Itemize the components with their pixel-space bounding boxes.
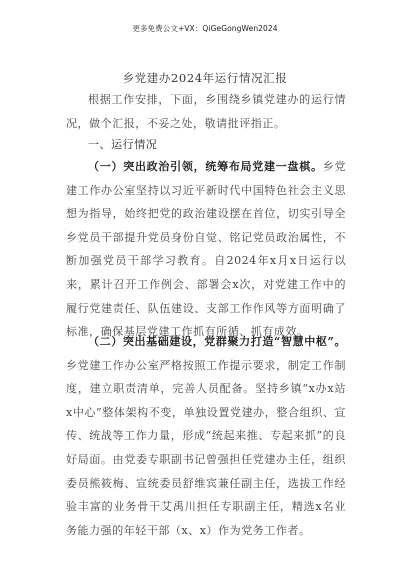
section-heading	[66, 133, 346, 157]
paragraph-lead: （二）突出基础建设，党群聚力打造“智慧中枢”。	[88, 335, 346, 348]
section-heading-text: 一、运行情况	[88, 138, 158, 151]
paragraph-lead: （一）突出政治引领，统筹布局党建一盘棋。	[88, 160, 323, 173]
paragraph-infrastructure	[66, 330, 346, 542]
paragraph-body: 乡党建工作办公室严格按照工作提示要求，制定工作制度，建立职责清单，完善人员配备。坚持乡镇“x办x站x中心”整体架构不变，单独设置党建办，整合组织、宣传、统战等工作力量，形成“统起来推、专起来抓”的良好局面。由党委专职副书记曾强担任党建办主任，组织委员熊筱梅、宣统委员舒维宾兼任副主任，选拔工作经验丰富的业务骨干艾禹川担任专职副主任，精选x名业务能力强的年轻干部（x、x）作为党务工作者。	[66, 358, 346, 537]
intro-paragraph: 根据工作安排，下面，乡围绕乡镇党建办的运行情况，做个汇报，不妥之处，敬请批评指正。	[66, 93, 346, 130]
paragraph-political-guidance	[66, 155, 346, 344]
document-title: 乡党建办2024年运行情况汇报	[122, 71, 288, 85]
header-note: 更多免费公文+VX：QiGeGongWen2024	[132, 24, 278, 33]
paragraph-body: 乡党建工作办公室坚持以习近平新时代中国特色社会主义思想为指导，始终把党的政治建设摆在首位，切实引导全乡党员干部提升党员身份自觉、铭记党员政治属性，不断加强党员干部学习教育。自2024年x月x日运行以来，累计召开工作例会、部署会x次，对党建工作中的履行党建责任、队伍建设、支部工作作风等方面明确了标准，确保基层党建工作抓有所循、抓有成效。	[66, 160, 347, 339]
